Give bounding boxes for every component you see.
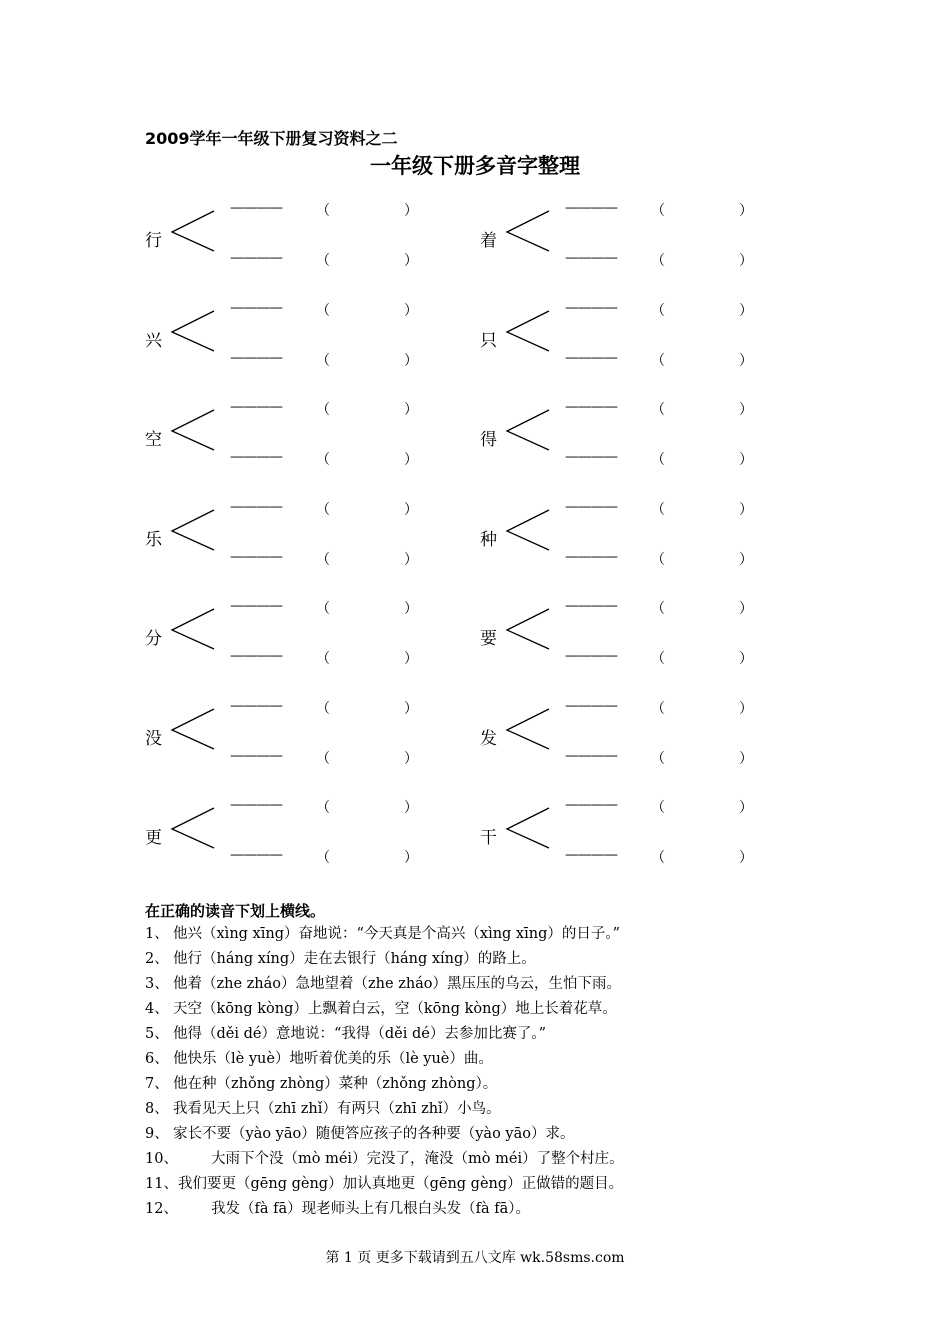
- blank-dashes: ————: [565, 697, 617, 714]
- exercise-heading: 在正确的读音下划上横线。: [145, 902, 326, 920]
- fill-in-blank[interactable]: [565, 847, 753, 866]
- blank-dashes: ————: [230, 847, 282, 863]
- branch-bracket-icon: [505, 509, 555, 551]
- blank-paren-open: （: [316, 601, 330, 617]
- blank-paren-close: ）: [739, 601, 753, 617]
- blank-paren-close: ）: [404, 601, 418, 617]
- blank-dashes: ————: [230, 200, 282, 216]
- branch-bracket-icon: [505, 210, 555, 252]
- sentence-number: 4、: [145, 1001, 169, 1017]
- polyphone-character: 分: [145, 629, 162, 649]
- blank-paren-open: （: [651, 253, 665, 269]
- blank-paren-open: （: [651, 601, 665, 617]
- blank-dashes: ————: [565, 797, 617, 813]
- exercise-sentence[interactable]: [145, 1022, 624, 1047]
- exercise-sentence[interactable]: [145, 1147, 624, 1172]
- branch-bracket-icon: [170, 509, 220, 551]
- exercise-sentence[interactable]: [145, 1047, 624, 1072]
- sentence-text: 他兴（xìng xīng）奋地说：“今天真是个高兴（xìng xīng）的日子。”: [173, 926, 621, 942]
- polyphone-entry: [480, 399, 780, 469]
- blank-paren-close: ）: [739, 501, 753, 518]
- blank-paren-open: （: [316, 750, 330, 767]
- polyphone-entry: [145, 300, 445, 370]
- polyphone-character: 只: [480, 330, 497, 351]
- blank-paren-close: ）: [404, 700, 418, 717]
- blank-paren-close: ）: [739, 551, 753, 568]
- fill-in-blank[interactable]: [230, 349, 418, 369]
- blank-paren-open: （: [651, 302, 665, 319]
- polyphone-entry: [145, 598, 445, 668]
- blank-dashes: ————: [230, 747, 282, 764]
- sentence-number: 2、: [145, 951, 169, 967]
- branch-bracket-icon: [505, 608, 555, 650]
- blank-dashes: ————: [565, 349, 617, 366]
- polyphone-entry: [145, 399, 445, 469]
- polyphone-character: 行: [145, 231, 162, 251]
- blank-paren-open: （: [316, 700, 330, 717]
- fill-in-blank[interactable]: [565, 200, 753, 219]
- polyphone-entry: [145, 200, 445, 270]
- polyphone-character: 发: [480, 728, 497, 749]
- sentence-number: 8、: [145, 1101, 169, 1117]
- blank-dashes: ————: [565, 449, 617, 465]
- blank-paren-close: ）: [404, 800, 418, 816]
- branch-bracket-icon: [505, 807, 555, 849]
- blank-dashes: ————: [565, 548, 617, 565]
- blank-paren-open: （: [316, 800, 330, 816]
- sentence-text: 天空（kōng kòng）上飘着白云，空（kōng kòng）地上长着花草。: [173, 1001, 617, 1017]
- polyphone-character: 着: [480, 231, 497, 251]
- blank-paren-open: （: [316, 253, 330, 269]
- fill-in-blank[interactable]: [230, 399, 418, 418]
- blank-paren-close: ）: [739, 651, 753, 667]
- exercise-sentence[interactable]: [145, 1172, 624, 1197]
- polyphone-entry: [480, 698, 780, 768]
- branch-bracket-icon: [170, 310, 220, 352]
- polyphone-character: 更: [145, 828, 162, 848]
- blank-paren-open: （: [651, 700, 665, 717]
- fill-in-blank[interactable]: [565, 697, 753, 717]
- blank-dashes: ————: [230, 449, 282, 465]
- polyphone-character: 空: [145, 430, 162, 450]
- exercise-sentence[interactable]: [145, 997, 624, 1022]
- sentence-text: 我们要更（gēng gèng）加认真地更（gēng gèng）正做错的题目。: [178, 1176, 624, 1192]
- blank-paren-open: （: [651, 750, 665, 767]
- sentence-text: 他着（zhe zháo）急地望着（zhe zháo）黑压压的乌云，生怕下雨。: [173, 976, 622, 992]
- sentence-number: 6、: [145, 1051, 169, 1067]
- blank-paren-open: （: [316, 551, 330, 568]
- polyphone-entry: [480, 598, 780, 668]
- polyphone-character: 要: [480, 629, 497, 649]
- branch-bracket-icon: [505, 409, 555, 451]
- blank-paren-close: ）: [404, 302, 418, 319]
- blank-dashes: ————: [230, 648, 282, 664]
- fill-in-blank[interactable]: [565, 349, 753, 369]
- document-subtitle: 2009学年一年级下册复习资料之二: [145, 129, 398, 148]
- blank-paren-close: ）: [739, 352, 753, 369]
- blank-paren-close: ）: [404, 352, 418, 369]
- blank-paren-close: ）: [404, 203, 418, 219]
- blank-paren-close: ）: [739, 700, 753, 717]
- blank-dashes: ————: [230, 250, 282, 266]
- blank-paren-open: （: [316, 302, 330, 319]
- fill-in-blank[interactable]: [230, 847, 418, 866]
- sentence-text: 大雨下个没（mò méi）完没了，淹没（mò méi）了整个村庄。: [211, 1151, 624, 1167]
- blank-paren-open: （: [651, 203, 665, 219]
- blank-dashes: ————: [230, 548, 282, 565]
- exercise-sentence[interactable]: [145, 1197, 624, 1222]
- blank-paren-close: ）: [739, 452, 753, 468]
- sentence-text: 他快乐（lè yuè）地听着优美的乐（lè yuè）曲。: [173, 1051, 493, 1067]
- branch-bracket-icon: [170, 210, 220, 252]
- blank-paren-close: ）: [404, 551, 418, 568]
- fill-in-blank[interactable]: [565, 498, 753, 518]
- sentence-text: 我发（fà fā）现老师头上有几根白头发（fà fā）。: [211, 1201, 531, 1217]
- exercise-sentence[interactable]: [145, 947, 624, 972]
- fill-in-blank[interactable]: [230, 200, 418, 219]
- fill-in-blank[interactable]: [565, 449, 753, 468]
- blank-paren-open: （: [651, 651, 665, 667]
- fill-in-blank[interactable]: [230, 747, 418, 767]
- polyphone-entry: [480, 499, 780, 569]
- blank-dashes: ————: [230, 399, 282, 415]
- blank-dashes: ————: [565, 847, 617, 863]
- blank-dashes: ————: [230, 498, 282, 515]
- polyphone-character: 得: [480, 430, 497, 450]
- polyphone-character: 种: [480, 529, 497, 550]
- sentence-text: 他在种（zhǒng zhòng）菜种（zhǒng zhòng）。: [173, 1076, 498, 1092]
- blank-paren-open: （: [651, 501, 665, 518]
- fill-in-blank[interactable]: [565, 598, 753, 617]
- blank-dashes: ————: [565, 498, 617, 515]
- branch-bracket-icon: [170, 608, 220, 650]
- exercise-sentence[interactable]: [145, 922, 624, 947]
- blank-paren-close: ）: [404, 651, 418, 667]
- branch-bracket-icon: [505, 708, 555, 750]
- polyphone-character: 没: [145, 728, 162, 749]
- sentence-text: 他行（háng xíng）走在去银行（háng xíng）的路上。: [173, 951, 536, 967]
- blank-dashes: ————: [565, 747, 617, 764]
- document-title: 一年级下册多音字整理: [370, 154, 580, 178]
- sentence-number: 3、: [145, 976, 169, 992]
- blank-dashes: ————: [565, 200, 617, 216]
- fill-in-blank[interactable]: [565, 648, 753, 667]
- blank-paren-open: （: [651, 352, 665, 369]
- blank-paren-close: ）: [739, 402, 753, 418]
- blank-paren-open: （: [316, 651, 330, 667]
- sentence-number: 11、: [145, 1176, 178, 1192]
- fill-in-blank[interactable]: [565, 250, 753, 269]
- blank-paren-open: （: [651, 452, 665, 468]
- fill-in-blank[interactable]: [565, 399, 753, 418]
- polyphone-character: 干: [480, 828, 497, 848]
- blank-paren-close: ）: [739, 302, 753, 319]
- fill-in-blank[interactable]: [230, 250, 418, 269]
- exercise-sentence[interactable]: [145, 1072, 624, 1097]
- polyphone-entry: [480, 200, 780, 270]
- blank-paren-close: ）: [404, 850, 418, 866]
- blank-paren-close: ）: [739, 253, 753, 269]
- fill-in-blank[interactable]: [565, 747, 753, 767]
- sentence-number: 7、: [145, 1076, 169, 1092]
- fill-in-blank[interactable]: [230, 797, 418, 816]
- blank-paren-open: （: [651, 402, 665, 418]
- polyphone-entry: [145, 698, 445, 768]
- fill-in-blank[interactable]: [230, 598, 418, 617]
- sentence-number: 1、: [145, 926, 169, 942]
- blank-dashes: ————: [565, 299, 617, 316]
- polyphone-entry: [145, 499, 445, 569]
- blank-paren-close: ）: [404, 253, 418, 269]
- polyphone-character: 乐: [145, 529, 162, 550]
- fill-in-blank[interactable]: [230, 299, 418, 319]
- blank-paren-open: （: [316, 402, 330, 418]
- page-footer: 第 1 页 更多下载请到五八文库 wk.58sms.com: [325, 1250, 625, 1266]
- fill-in-blank[interactable]: [230, 548, 418, 568]
- fill-in-blank[interactable]: [565, 299, 753, 319]
- fill-in-blank[interactable]: [565, 797, 753, 816]
- sentence-text: 他得（děi dé）意地说：“我得（děi dé）去参加比赛了。”: [173, 1026, 547, 1042]
- blank-dashes: ————: [565, 648, 617, 664]
- blank-dashes: ————: [230, 349, 282, 366]
- blank-paren-close: ）: [739, 750, 753, 767]
- blank-paren-close: ）: [404, 501, 418, 518]
- blank-dashes: ————: [230, 697, 282, 714]
- blank-dashes: ————: [565, 598, 617, 614]
- blank-paren-close: ）: [404, 402, 418, 418]
- sentence-text: 我看见天上只（zhī zhǐ）有两只（zhī zhǐ）小鸟。: [173, 1101, 501, 1117]
- blank-paren-open: （: [316, 501, 330, 518]
- sentence-number: 10、: [145, 1151, 178, 1167]
- blank-paren-open: （: [651, 850, 665, 866]
- fill-in-blank[interactable]: [230, 697, 418, 717]
- blank-paren-close: ）: [404, 452, 418, 468]
- polyphone-entry: [145, 797, 445, 867]
- blank-paren-close: ）: [739, 850, 753, 866]
- blank-dashes: ————: [230, 797, 282, 813]
- blank-paren-open: （: [316, 452, 330, 468]
- blank-paren-close: ）: [739, 800, 753, 816]
- fill-in-blank[interactable]: [230, 449, 418, 468]
- fill-in-blank[interactable]: [230, 648, 418, 667]
- branch-bracket-icon: [170, 807, 220, 849]
- polyphone-entry: [480, 300, 780, 370]
- sentence-number: 9、: [145, 1126, 169, 1142]
- branch-bracket-icon: [170, 409, 220, 451]
- blank-paren-open: （: [316, 850, 330, 866]
- blank-dashes: ————: [230, 299, 282, 316]
- blank-paren-open: （: [316, 203, 330, 219]
- blank-paren-open: （: [316, 352, 330, 369]
- blank-paren-close: ）: [739, 203, 753, 219]
- polyphone-entry: [480, 797, 780, 867]
- exercise-sentence[interactable]: [145, 1097, 624, 1122]
- fill-in-blank[interactable]: [565, 548, 753, 568]
- polyphone-character: 兴: [145, 330, 162, 351]
- exercise-sentences: [145, 922, 624, 1222]
- blank-dashes: ————: [565, 250, 617, 266]
- blank-dashes: ————: [230, 598, 282, 614]
- fill-in-blank[interactable]: [230, 498, 418, 518]
- sentence-text: 家长不要（yào yāo）随便答应孩子的各种要（yào yāo）求。: [173, 1126, 575, 1142]
- sentence-number: 12、: [145, 1201, 178, 1217]
- blank-paren-open: （: [651, 551, 665, 568]
- blank-paren-close: ）: [404, 750, 418, 767]
- blank-dashes: ————: [565, 399, 617, 415]
- branch-bracket-icon: [170, 708, 220, 750]
- branch-bracket-icon: [505, 310, 555, 352]
- sentence-number: 5、: [145, 1026, 169, 1042]
- exercise-sentence[interactable]: [145, 972, 624, 997]
- blank-paren-open: （: [651, 800, 665, 816]
- exercise-sentence[interactable]: [145, 1122, 624, 1147]
